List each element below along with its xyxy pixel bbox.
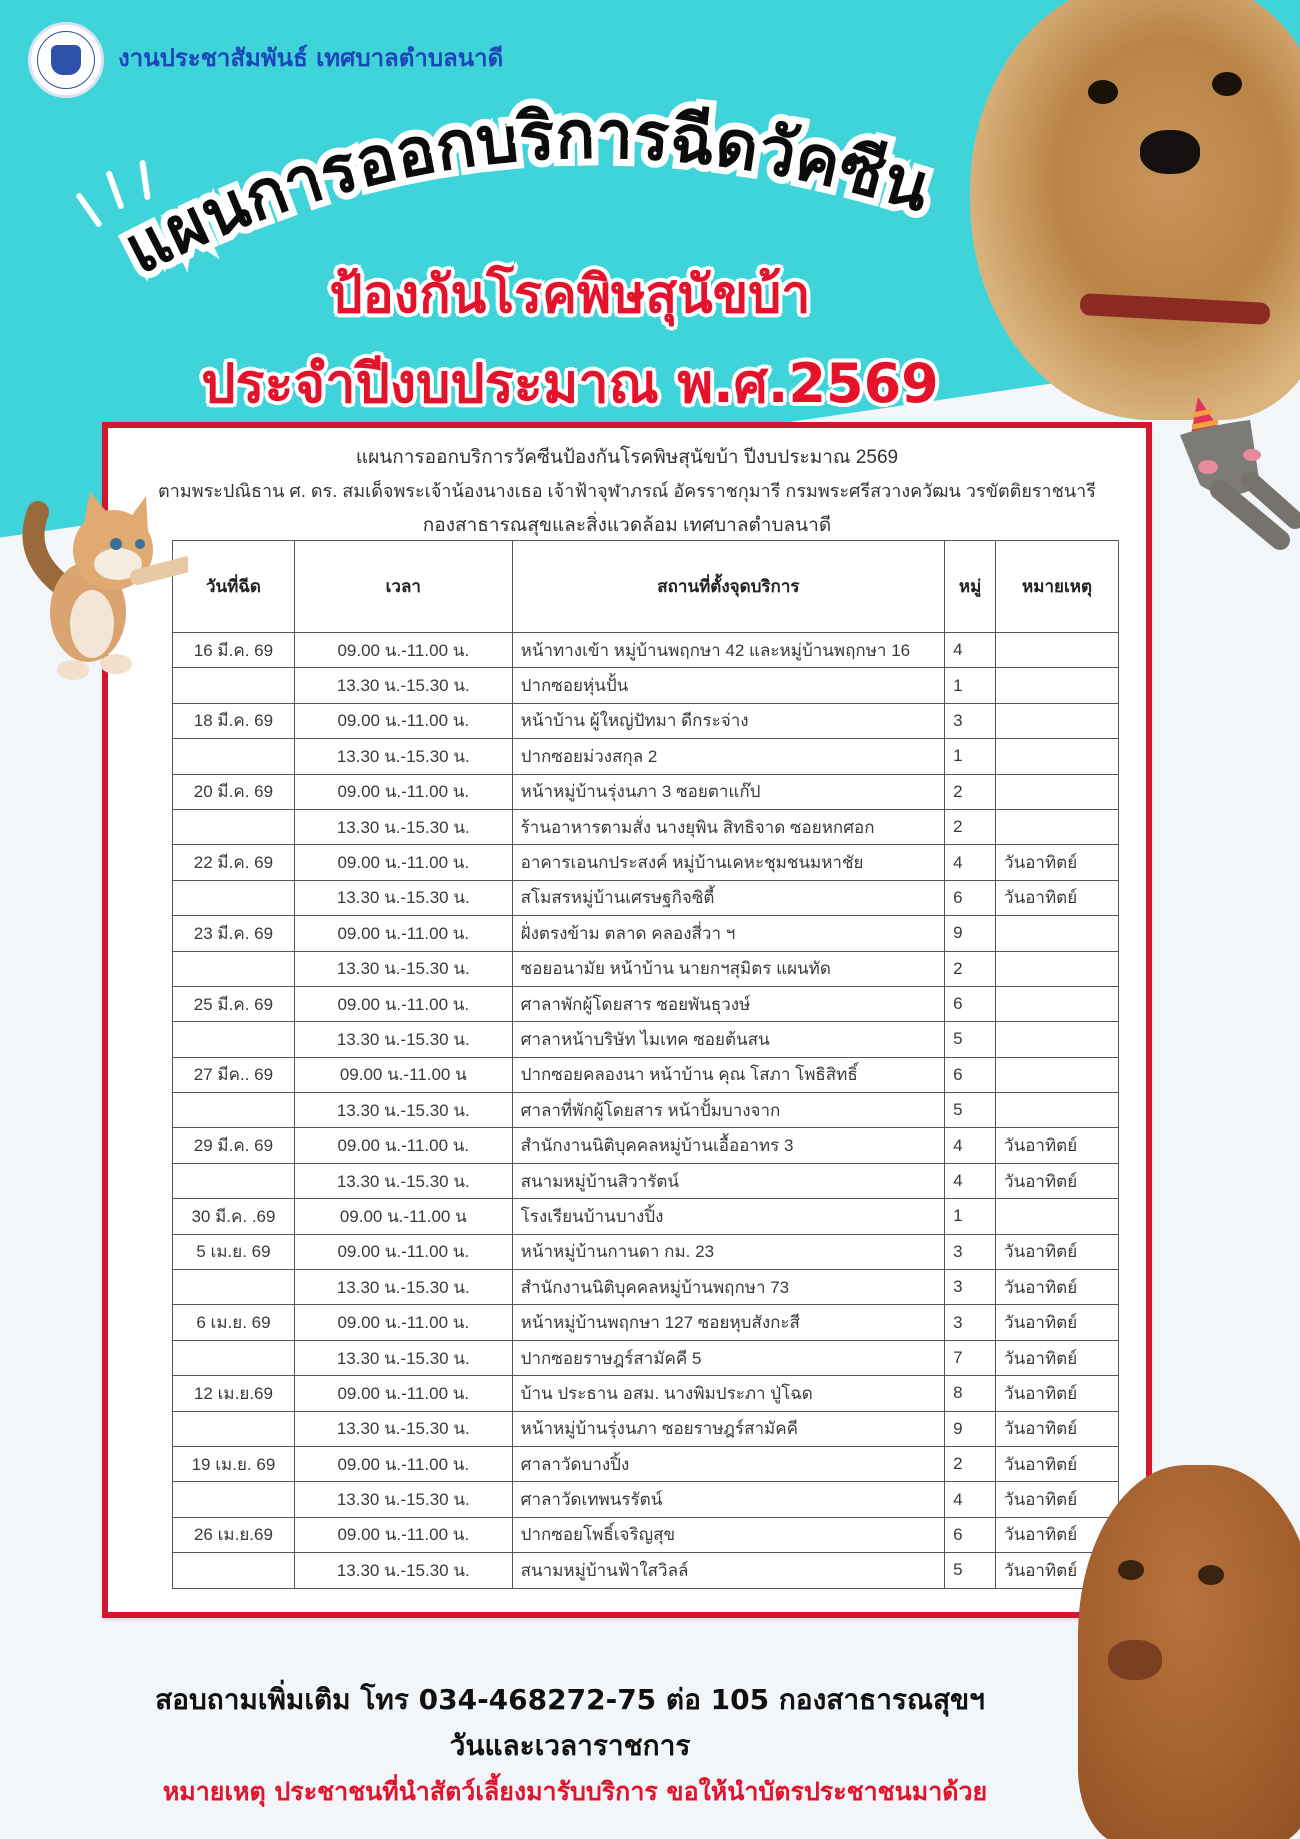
cell-place: ปากซอยคลองนา หน้าบ้าน คุณ โสภา โพธิสิทธิ์ <box>512 1057 944 1092</box>
cell-note: วันอาทิตย์ <box>996 1340 1119 1375</box>
table-row <box>173 1305 1119 1340</box>
table-row <box>173 1446 1119 1481</box>
table-row <box>173 633 1119 668</box>
doc-subheading: ตามพระปณิธาน ศ. ดร. สมเด็จพระเจ้าน้องนางเธอ เจ้าฟ้าจุฬาภรณ์ อัครราชกุมารี กรมพระศรีสวางควัฒน วรขัตติยราชนารี <box>158 481 1096 501</box>
cell-place: ปากซอยโพธิ์เจริญสุข <box>512 1517 944 1552</box>
cell-moo: 4 <box>945 1128 996 1163</box>
cell-time: 13.30 น.-15.30 น. <box>294 951 512 986</box>
cell-date: 5 เม.ย. 69 <box>173 1234 295 1269</box>
cell-date <box>173 809 295 844</box>
cell-time: 13.30 น.-15.30 น. <box>294 1270 512 1305</box>
cell-place: โรงเรียนบ้านบางปิ้ง <box>512 1199 944 1234</box>
cell-time: 09.00 น.-11.00 น. <box>294 774 512 809</box>
cell-date <box>173 1270 295 1305</box>
cell-note: วันอาทิตย์ <box>996 1376 1119 1411</box>
cell-note <box>996 1022 1119 1057</box>
cell-time: 09.00 น.-11.00 น <box>294 1199 512 1234</box>
cell-place: ฝั่งตรงข้าม ตลาด คลองสี่วา ฯ <box>512 916 944 951</box>
cell-time: 09.00 น.-11.00 น. <box>294 703 512 738</box>
cell-date <box>173 1163 295 1198</box>
cell-moo: 5 <box>945 1022 996 1057</box>
table-row <box>173 880 1119 915</box>
org-name: งานประชาสัมพันธ์ เทศบาลตำบลนาดี <box>118 44 504 72</box>
cell-note: วันอาทิตย์ <box>996 1553 1119 1588</box>
cell-place: หน้าหมู่บ้านกานดา กม. 23 <box>512 1234 944 1269</box>
cell-moo: 6 <box>945 1517 996 1552</box>
cell-note <box>996 1057 1119 1092</box>
cell-note <box>996 668 1119 703</box>
cell-note <box>996 739 1119 774</box>
cell-moo: 6 <box>945 986 996 1021</box>
table-row <box>173 1411 1119 1446</box>
cell-place: ร้านอาหารตามสั่ง นางยุพิน สิทธิจาด ซอยหกศอก <box>512 809 944 844</box>
cell-date <box>173 739 295 774</box>
table-row <box>173 916 1119 951</box>
col-time: เวลา <box>294 541 512 633</box>
cell-date: 18 มี.ค. 69 <box>173 703 295 738</box>
cell-time: 09.00 น.-11.00 น. <box>294 1234 512 1269</box>
dog-nose-icon <box>1108 1640 1162 1680</box>
cell-note: วันอาทิตย์ <box>996 845 1119 880</box>
cell-moo: 2 <box>945 1446 996 1481</box>
table-row <box>173 1022 1119 1057</box>
cell-place: ปากซอยราษฎร์สามัคคี 5 <box>512 1340 944 1375</box>
cell-moo: 2 <box>945 809 996 844</box>
cell-time: 13.30 น.-15.30 น. <box>294 1411 512 1446</box>
cell-place: สนามหมู่บ้านฟ้าใสวิลล์ <box>512 1553 944 1588</box>
table-row <box>173 1553 1119 1588</box>
cell-date: 29 มี.ค. 69 <box>173 1128 295 1163</box>
cell-place: สนามหมู่บ้านสิวารัตน์ <box>512 1163 944 1198</box>
cell-date <box>173 951 295 986</box>
cell-date: 6 เม.ย. 69 <box>173 1305 295 1340</box>
kitten-illustration-left <box>18 492 188 682</box>
table-row <box>173 1163 1119 1198</box>
table-row <box>173 1234 1119 1269</box>
cell-moo: 6 <box>945 1057 996 1092</box>
cell-moo: 4 <box>945 845 996 880</box>
table-row <box>173 1270 1119 1305</box>
cell-time: 09.00 น.-11.00 น. <box>294 1446 512 1481</box>
cell-place: หน้าทางเข้า หมู่บ้านพฤกษา 42 และหมู่บ้านพฤกษา 16 <box>512 633 944 668</box>
table-row <box>173 1340 1119 1375</box>
cell-date: 26 เม.ย.69 <box>173 1517 295 1552</box>
dog-eye-icon <box>1198 1565 1224 1585</box>
cell-note <box>996 809 1119 844</box>
cell-moo: 2 <box>945 951 996 986</box>
cell-moo: 3 <box>945 1270 996 1305</box>
cell-date <box>173 1340 295 1375</box>
col-date: วันที่ฉีด <box>173 541 295 633</box>
cell-date: 19 เม.ย. 69 <box>173 1446 295 1481</box>
cell-place: สโมสรหมู่บ้านเศรษฐกิจซิตี้ <box>512 880 944 915</box>
cell-time: 09.00 น.-11.00 น. <box>294 1376 512 1411</box>
cell-date <box>173 880 295 915</box>
cell-time: 09.00 น.-11.00 น. <box>294 845 512 880</box>
cell-moo: 4 <box>945 1482 996 1517</box>
cell-time: 09.00 น.-11.00 น. <box>294 986 512 1021</box>
cell-date: 27 มีค.. 69 <box>173 1057 295 1092</box>
table-row <box>173 986 1119 1021</box>
cell-place: ศาลาวัดบางปิ้ง <box>512 1446 944 1481</box>
cell-place: ซอยอนามัย หน้าบ้าน นายกฯสุมิตร แผนทัด <box>512 951 944 986</box>
cell-note <box>996 1093 1119 1128</box>
cell-note <box>996 916 1119 951</box>
doc-department: กองสาธารณสุขและสิ่งแวดล้อม เทศบาลตำบลนาดี <box>422 515 832 536</box>
office-hours: วันและเวลาราชการ <box>449 1729 691 1762</box>
cell-place: ศาลาที่พักผู้โดยสาร หน้าปั้มบางจาก <box>512 1093 944 1128</box>
doc-heading: แผนการออกบริการวัคซีนป้องกันโรคพิษสุนัขบ้า ปีงบประมาณ 2569 <box>355 447 899 468</box>
cell-note: วันอาทิตย์ <box>996 1270 1119 1305</box>
cell-time: 13.30 น.-15.30 น. <box>294 1553 512 1588</box>
cell-note: วันอาทิตย์ <box>996 1411 1119 1446</box>
cell-moo: 4 <box>945 1163 996 1198</box>
col-moo: หมู่ <box>945 541 996 633</box>
cell-moo: 2 <box>945 774 996 809</box>
cell-place: สำนักงานนิติบุคคลหมู่บ้านพฤกษา 73 <box>512 1270 944 1305</box>
dog-eye-icon <box>1118 1560 1144 1580</box>
cell-date <box>173 1093 295 1128</box>
cell-time: 13.30 น.-15.30 น. <box>294 809 512 844</box>
cell-place: หน้าหมู่บ้านรุ่งนภา 3 ซอยตาแก๊ป <box>512 774 944 809</box>
cell-place: อาคารเอนกประสงค์ หมู่บ้านเคหะชุมชนมหาชัย <box>512 845 944 880</box>
cell-time: 13.30 น.-15.30 น. <box>294 1340 512 1375</box>
cell-moo: 3 <box>945 1305 996 1340</box>
table-row <box>173 845 1119 880</box>
remark-bring-id: หมายเหตุ ประชาชนที่นำสัตว์เลี้ยงมารับบริการ ขอให้นำบัตรประชาชนมาด้วย <box>162 1777 988 1806</box>
cell-place: หน้าหมู่บ้านพฤกษา 127 ซอยหุบสังกะสี <box>512 1305 944 1340</box>
cell-moo: 1 <box>945 668 996 703</box>
cell-place: ศาลาพักผู้โดยสาร ซอยพันธุวงษ์ <box>512 986 944 1021</box>
cell-moo: 3 <box>945 703 996 738</box>
cell-moo: 8 <box>945 1376 996 1411</box>
table-header-row <box>173 541 1119 633</box>
cell-note: วันอาทิตย์ <box>996 1128 1119 1163</box>
cell-moo: 3 <box>945 1234 996 1269</box>
cell-time: 13.30 น.-15.30 น. <box>294 668 512 703</box>
table-row <box>173 1199 1119 1234</box>
cell-date: 25 มี.ค. 69 <box>173 986 295 1021</box>
cell-date: 20 มี.ค. 69 <box>173 774 295 809</box>
cell-place: ศาลาวัดเทพนรรัตน์ <box>512 1482 944 1517</box>
cell-moo: 1 <box>945 1199 996 1234</box>
cell-date: 23 มี.ค. 69 <box>173 916 295 951</box>
cell-time: 13.30 น.-15.30 น. <box>294 1482 512 1517</box>
cell-note: วันอาทิตย์ <box>996 880 1119 915</box>
table-row <box>173 1057 1119 1092</box>
table-row <box>173 1128 1119 1163</box>
table-row <box>173 774 1119 809</box>
cell-time: 09.00 น.-11.00 น. <box>294 1128 512 1163</box>
cell-date <box>173 1022 295 1057</box>
cell-note <box>996 774 1119 809</box>
cell-place: สำนักงานนิติบุคคลหมู่บ้านเอื้ออาทร 3 <box>512 1128 944 1163</box>
cell-time: 09.00 น.-11.00 น <box>294 1057 512 1092</box>
cell-place: หน้าหมู่บ้านรุ่งนภา ซอยราษฎร์สามัคคี <box>512 1411 944 1446</box>
table-row <box>173 1376 1119 1411</box>
cell-time: 13.30 น.-15.30 น. <box>294 880 512 915</box>
cell-time: 09.00 น.-11.00 น. <box>294 916 512 951</box>
cell-time: 09.00 น.-11.00 น. <box>294 1305 512 1340</box>
cell-place: ปากซอยม่วงสกุล 2 <box>512 739 944 774</box>
schedule-document <box>102 422 1152 1618</box>
cell-date: 16 มี.ค. 69 <box>173 633 295 668</box>
cell-note: วันอาทิตย์ <box>996 1517 1119 1552</box>
cell-time: 13.30 น.-15.30 น. <box>294 1093 512 1128</box>
cell-moo: 9 <box>945 916 996 951</box>
table-row <box>173 1517 1119 1552</box>
contact-info: สอบถามเพิ่มเติม โทร 034-468272-75 ต่อ 105 กองสาธารณสุขฯ <box>155 1683 985 1716</box>
cell-time: 13.30 น.-15.30 น. <box>294 1163 512 1198</box>
cell-date: 30 มี.ค. .69 <box>173 1199 295 1234</box>
cell-place: หน้าบ้าน ผู้ใหญ่ปัทมา ดีกระจ่าง <box>512 703 944 738</box>
subtitle-fiscal-year: ประจำปีงบประมาณ พ.ศ.2569 <box>201 352 939 415</box>
cell-time: 13.30 น.-15.30 น. <box>294 1022 512 1057</box>
cell-date <box>173 668 295 703</box>
cell-note <box>996 986 1119 1021</box>
cell-date: 12 เม.ย.69 <box>173 1376 295 1411</box>
cell-place: บ้าน ประธาน อสม. นางพิมประภา ปู่โฉด <box>512 1376 944 1411</box>
cell-note: วันอาทิตย์ <box>996 1305 1119 1340</box>
cell-time: 13.30 น.-15.30 น. <box>294 739 512 774</box>
table-row <box>173 1093 1119 1128</box>
cell-note <box>996 703 1119 738</box>
cell-moo: 5 <box>945 1093 996 1128</box>
municipality-seal-icon <box>28 22 104 98</box>
cell-date <box>173 1482 295 1517</box>
cell-moo: 5 <box>945 1553 996 1588</box>
cell-time: 09.00 น.-11.00 น. <box>294 1517 512 1552</box>
table-row <box>173 951 1119 986</box>
subtitle-rabies: ป้องกันโรคพิษสุนัขบ้า <box>329 265 811 325</box>
table-row <box>173 739 1119 774</box>
table-row <box>173 1482 1119 1517</box>
cell-note: วันอาทิตย์ <box>996 1163 1119 1198</box>
table-row <box>173 809 1119 844</box>
cell-note: วันอาทิตย์ <box>996 1482 1119 1517</box>
cell-note <box>996 1199 1119 1234</box>
cell-moo: 4 <box>945 633 996 668</box>
table-row <box>173 668 1119 703</box>
col-place: สถานที่ตั้งจุดบริการ <box>512 541 944 633</box>
cell-note: วันอาทิตย์ <box>996 1234 1119 1269</box>
cell-place: ศาลาหน้าบริษัท ไมเทค ซอยต้นสน <box>512 1022 944 1057</box>
cell-date: 22 มี.ค. 69 <box>173 845 295 880</box>
cell-note <box>996 633 1119 668</box>
dog-eye-icon <box>1212 72 1242 96</box>
cell-note: วันอาทิตย์ <box>996 1446 1119 1481</box>
svg-text:แผนการออกบริการฉีดวัคซีน: แผนการออกบริการฉีดวัคซีน <box>112 96 940 290</box>
cell-moo: 9 <box>945 1411 996 1446</box>
cell-moo: 6 <box>945 880 996 915</box>
cell-date <box>173 1411 295 1446</box>
dog-nose-icon <box>1140 130 1200 174</box>
cell-moo: 1 <box>945 739 996 774</box>
cell-place: ปากซอยหุ่นปั้น <box>512 668 944 703</box>
party-hat-cat-right <box>1140 385 1300 555</box>
cell-date <box>173 1553 295 1588</box>
schedule-table <box>172 540 1119 1589</box>
cell-note <box>996 951 1119 986</box>
table-row <box>173 703 1119 738</box>
cell-time: 09.00 น.-11.00 น. <box>294 633 512 668</box>
cell-moo: 7 <box>945 1340 996 1375</box>
col-note: หมายเหตุ <box>996 541 1119 633</box>
